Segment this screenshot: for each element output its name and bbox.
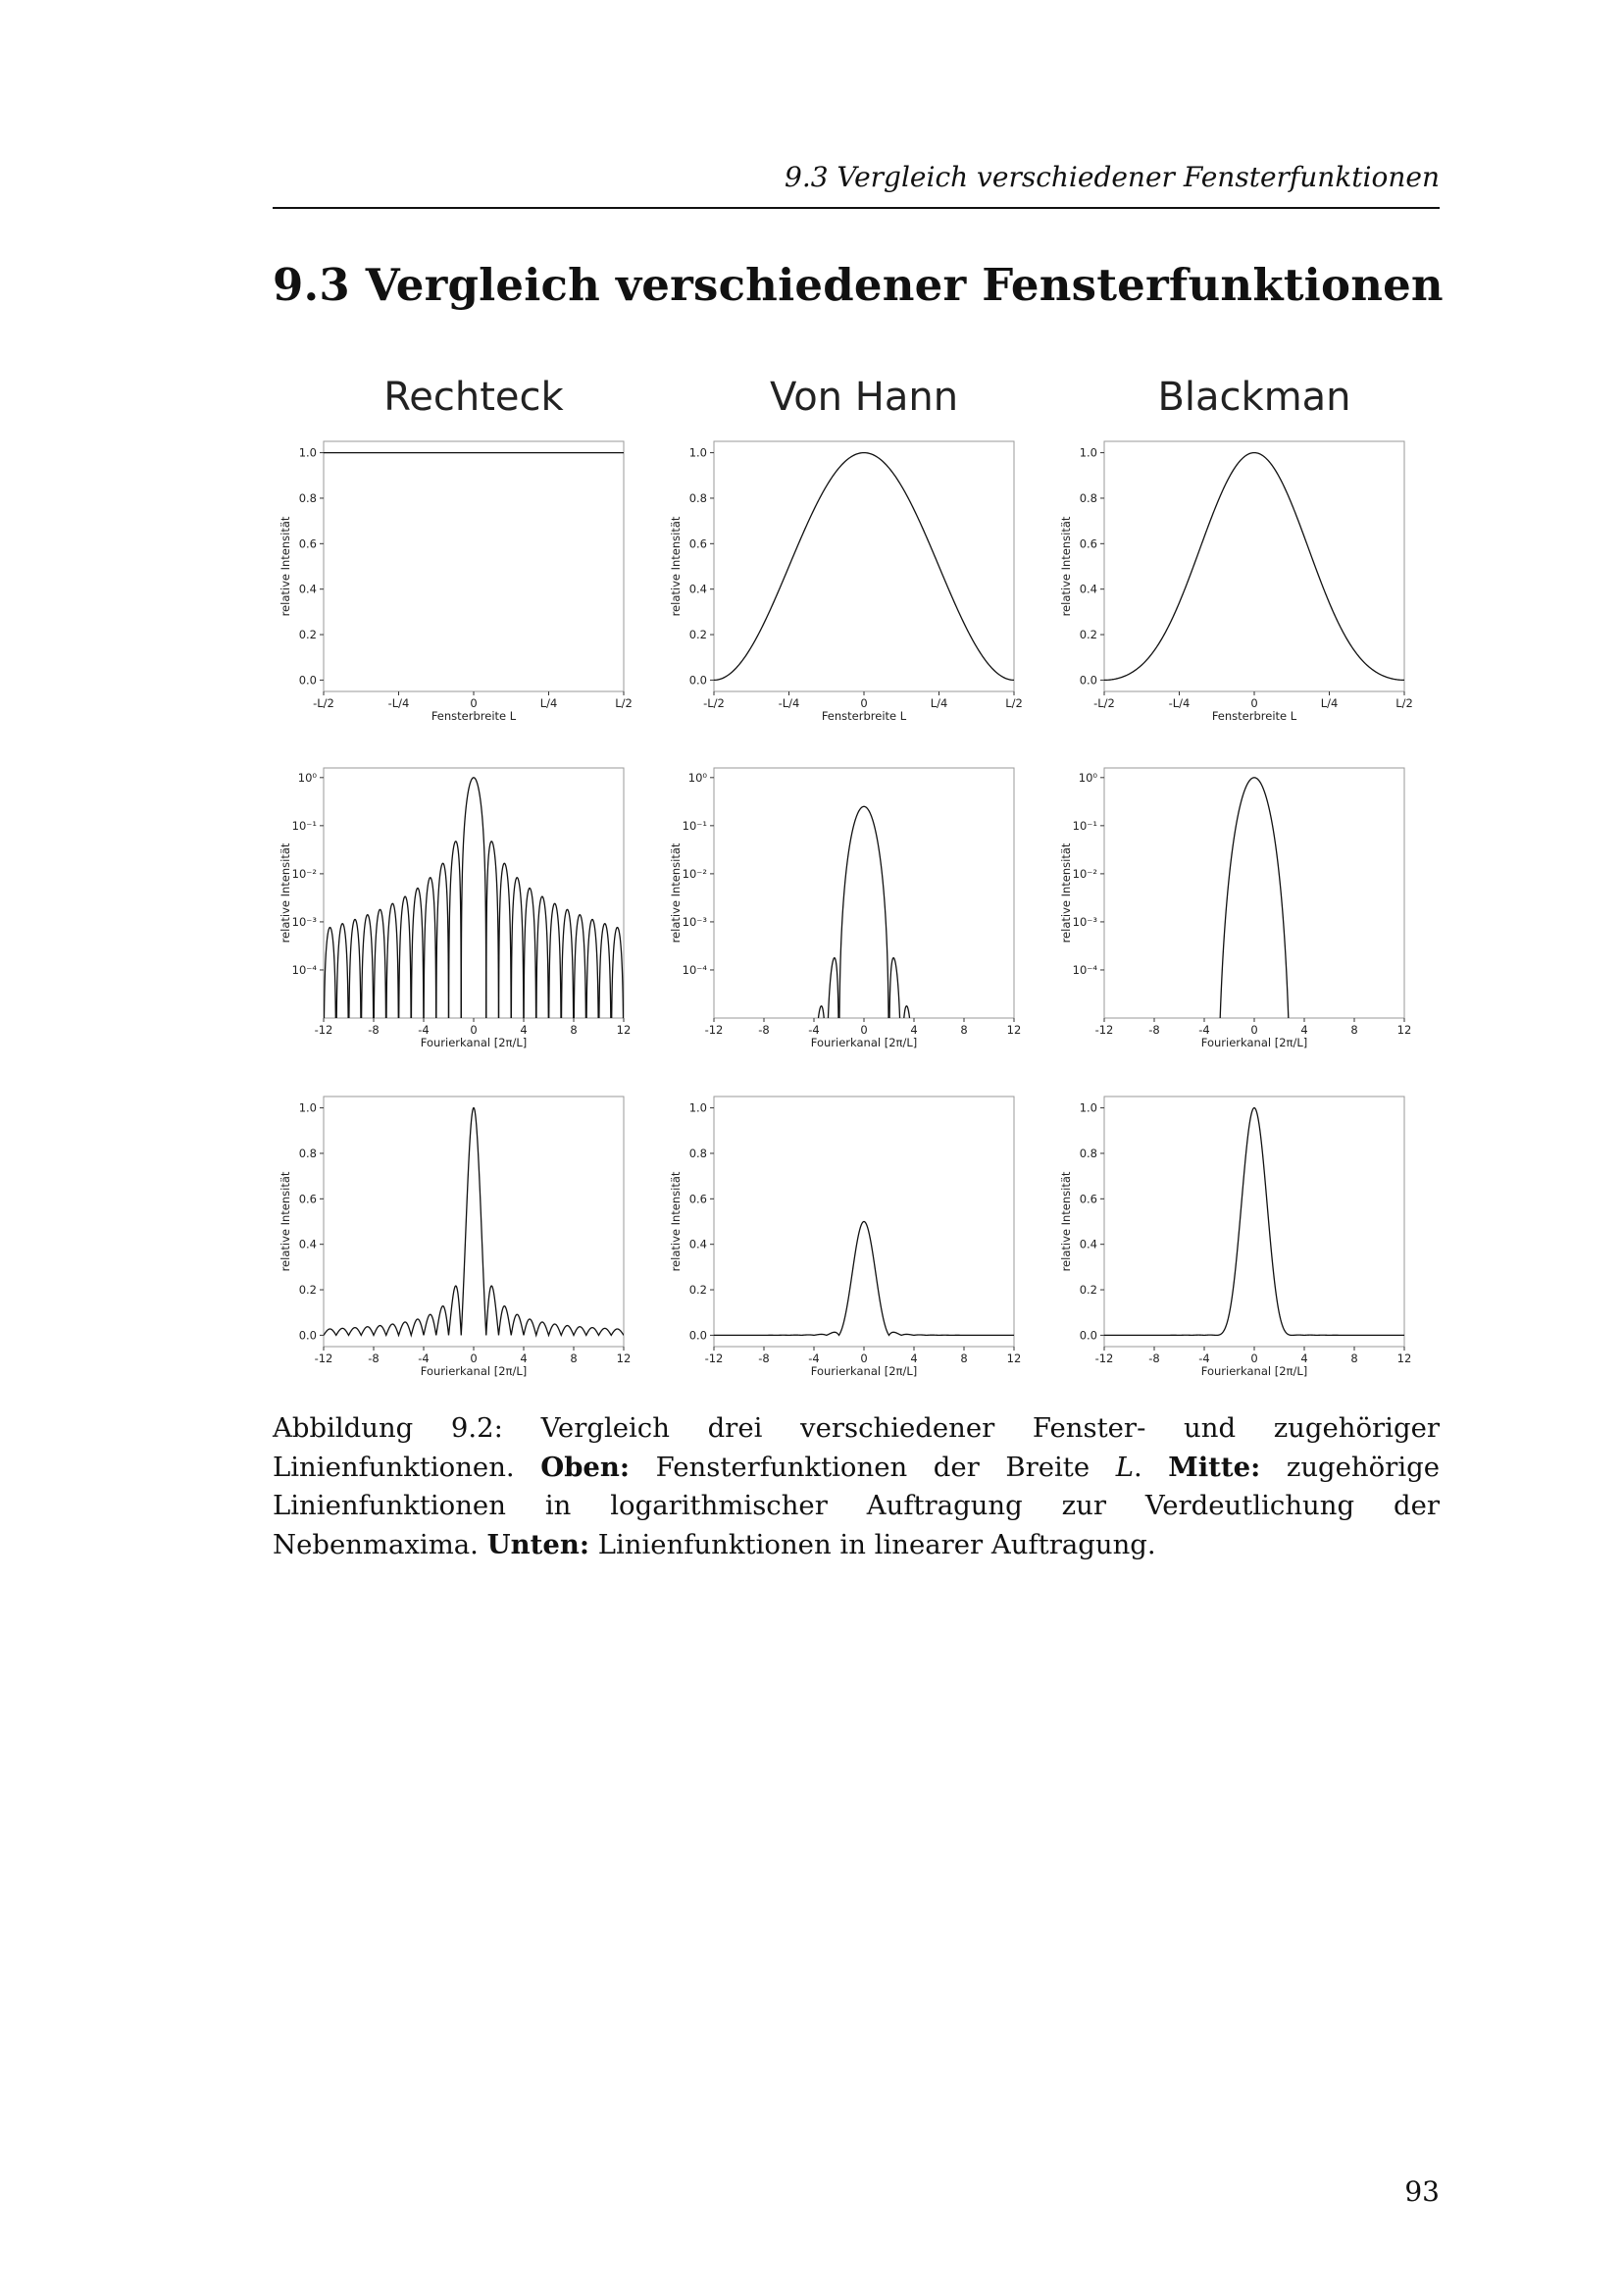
x-tick-label: L/2 — [1005, 696, 1023, 710]
x-tick-label: 4 — [520, 1352, 528, 1365]
data-series-line — [1104, 453, 1404, 681]
x-tick-label: -4 — [808, 1023, 820, 1037]
x-tick-label: L/2 — [615, 696, 633, 710]
x-tick-label: 4 — [910, 1352, 918, 1365]
y-tick-label: 1.0 — [1079, 1100, 1097, 1115]
x-tick-label: 8 — [570, 1352, 578, 1365]
y-tick-label: 10⁻⁴ — [1072, 962, 1097, 977]
y-tick-label: 0.6 — [298, 1192, 317, 1206]
data-series-line — [1104, 1108, 1404, 1336]
data-series-line — [324, 1108, 624, 1336]
plot-frame — [324, 1097, 624, 1347]
y-tick-label: 0.0 — [688, 673, 707, 688]
y-axis-label: relative Intensität — [279, 1171, 292, 1272]
y-tick-label: 0.8 — [1079, 1146, 1097, 1160]
y-axis-label: relative Intensität — [1059, 516, 1073, 617]
y-tick-label: 10⁻³ — [682, 914, 707, 929]
y-tick-label: 0.4 — [298, 1237, 317, 1251]
y-tick-label: 1.0 — [1079, 445, 1097, 460]
caption-unten-text: Linienfunktionen in linearer Auftragung. — [589, 1528, 1156, 1560]
chart-panel-bottom-rechteck — [279, 1097, 631, 1378]
chart-panel-top-von-hann — [669, 375, 1023, 723]
x-tick-label: 0 — [470, 1352, 478, 1365]
y-tick-label: 0.4 — [688, 1237, 707, 1251]
y-tick-label: 0.8 — [298, 490, 317, 505]
x-tick-label: -12 — [1094, 1352, 1114, 1365]
y-tick-label: 10⁻² — [1072, 866, 1097, 881]
y-axis-label: relative Intensität — [669, 516, 683, 617]
caption-intro: Vergleich drei verschiedener Fenster- und zugehöriger Linienfunktionen. — [273, 1412, 1441, 1483]
x-axis-label: Fourierkanal [2π/L] — [1200, 1036, 1308, 1049]
y-tick-label: 0.0 — [1079, 673, 1097, 688]
y-tick-label: 0.6 — [688, 1192, 707, 1206]
y-axis-label: relative Intensität — [1059, 842, 1073, 944]
x-tick-label: 8 — [960, 1352, 968, 1365]
caption-oben-label: Oben: — [540, 1451, 631, 1483]
x-tick-label: -L/4 — [387, 696, 410, 710]
x-tick-label: -12 — [1094, 1023, 1114, 1037]
y-tick-label: 0.4 — [688, 582, 707, 596]
x-tick-label: 0 — [860, 1023, 868, 1037]
x-tick-label: -8 — [758, 1352, 770, 1365]
plot-frame — [1104, 768, 1404, 1018]
x-tick-label: 8 — [1350, 1023, 1358, 1037]
plot-frame — [714, 768, 1014, 1018]
x-tick-label: -12 — [314, 1023, 333, 1037]
data-series-line — [1104, 778, 1404, 1210]
x-tick-label: -8 — [368, 1352, 380, 1365]
x-tick-label: L/2 — [1395, 696, 1413, 710]
x-axis-label: Fensterbreite L — [1211, 709, 1297, 723]
x-tick-label: 0 — [1250, 1023, 1258, 1037]
x-tick-label: 12 — [616, 1023, 632, 1037]
x-tick-label: -8 — [1148, 1352, 1160, 1365]
y-tick-label: 0.8 — [298, 1146, 317, 1160]
chart-panel-middle-rechteck — [279, 768, 631, 1210]
x-tick-label: L/4 — [539, 696, 558, 710]
header-rule — [273, 207, 1440, 209]
y-tick-label: 10⁻² — [291, 866, 317, 881]
chart-title: Von Hann — [769, 375, 959, 420]
chart-panel-middle-von-hann — [669, 768, 1021, 1210]
y-tick-label: 0.2 — [298, 628, 317, 642]
y-tick-label: 10⁻³ — [1072, 914, 1097, 929]
data-series-line — [714, 453, 1014, 681]
plot-frame — [1104, 441, 1404, 691]
x-tick-label: L/4 — [1320, 696, 1339, 710]
y-tick-label: 0.0 — [298, 673, 317, 688]
y-axis-label: relative Intensität — [669, 1171, 683, 1272]
plot-frame — [324, 441, 624, 691]
x-tick-label: 0 — [860, 696, 868, 710]
x-tick-label: 8 — [570, 1023, 578, 1037]
x-tick-label: -L/2 — [703, 696, 725, 710]
x-axis-label: Fensterbreite L — [821, 709, 907, 723]
x-tick-label: -8 — [368, 1023, 380, 1037]
x-tick-label: -12 — [704, 1352, 724, 1365]
x-tick-label: L/4 — [930, 696, 948, 710]
y-tick-label: 0.2 — [688, 628, 707, 642]
y-axis-label: relative Intensität — [279, 516, 292, 617]
y-tick-label: 0.8 — [688, 1146, 707, 1160]
chart-panel-top-blackman — [1059, 375, 1413, 723]
y-tick-label: 0.6 — [688, 536, 707, 551]
section-title: 9.3 Vergleich verschiedener Fensterfunktionen — [273, 259, 1444, 311]
y-tick-label: 0.6 — [1079, 1192, 1097, 1206]
y-tick-label: 10⁻¹ — [1072, 818, 1097, 833]
x-axis-label: Fensterbreite L — [431, 709, 517, 723]
y-tick-label: 0.2 — [298, 1283, 317, 1298]
x-tick-label: 8 — [1350, 1352, 1358, 1365]
x-tick-label: -L/4 — [1168, 696, 1191, 710]
x-tick-label: -L/2 — [1093, 696, 1115, 710]
y-tick-label: 10⁰ — [687, 770, 707, 785]
x-tick-label: 4 — [520, 1023, 528, 1037]
x-tick-label: -8 — [1148, 1023, 1160, 1037]
plot-frame — [324, 768, 624, 1018]
y-tick-label: 10⁰ — [297, 770, 317, 785]
data-series-line — [714, 806, 1014, 1210]
figure-caption — [273, 1409, 1440, 1564]
x-tick-label: -4 — [808, 1352, 820, 1365]
chart-panel-bottom-von-hann — [669, 1097, 1021, 1378]
y-tick-label: 1.0 — [298, 1100, 317, 1115]
y-tick-label: 0.4 — [298, 582, 317, 596]
page-number: 93 — [1404, 2175, 1440, 2208]
window-comparison-figure — [265, 368, 1432, 1388]
y-tick-label: 10⁻⁴ — [291, 962, 317, 977]
y-tick-label: 0.0 — [688, 1328, 707, 1343]
x-tick-label: -12 — [704, 1023, 724, 1037]
y-tick-label: 0.8 — [688, 490, 707, 505]
y-tick-label: 0.0 — [298, 1328, 317, 1343]
x-tick-label: -12 — [314, 1352, 333, 1365]
chart-panel-top-rechteck — [279, 375, 633, 723]
y-tick-label: 10⁻⁴ — [682, 962, 707, 977]
plot-frame — [714, 441, 1014, 691]
x-axis-label: Fourierkanal [2π/L] — [810, 1036, 918, 1049]
x-tick-label: -4 — [418, 1352, 430, 1365]
y-tick-label: 10⁻³ — [291, 914, 317, 929]
chart-title: Blackman — [1157, 375, 1351, 420]
caption-oben-text: Fensterfunktionen der Breite — [630, 1451, 1116, 1483]
y-tick-label: 0.8 — [1079, 490, 1097, 505]
x-axis-label: Fourierkanal [2π/L] — [810, 1364, 918, 1378]
caption-oben-end: . — [1133, 1451, 1169, 1483]
y-tick-label: 1.0 — [688, 445, 707, 460]
x-tick-label: -8 — [758, 1023, 770, 1037]
plot-frame — [1104, 1097, 1404, 1347]
y-tick-label: 1.0 — [688, 1100, 707, 1115]
chart-title: Rechteck — [383, 375, 564, 420]
data-series-line — [714, 1222, 1014, 1336]
y-tick-label: 0.4 — [1079, 1237, 1097, 1251]
x-tick-label: -L/4 — [778, 696, 800, 710]
x-tick-label: 0 — [470, 1023, 478, 1037]
y-axis-label: relative Intensität — [1059, 1171, 1073, 1272]
y-tick-label: 0.2 — [1079, 1283, 1097, 1298]
x-tick-label: -4 — [1198, 1023, 1210, 1037]
y-tick-label: 0.6 — [298, 536, 317, 551]
x-tick-label: 12 — [1006, 1023, 1022, 1037]
x-tick-label: 0 — [1250, 1352, 1258, 1365]
x-tick-label: 12 — [1006, 1352, 1022, 1365]
x-tick-label: -L/2 — [313, 696, 334, 710]
chart-panel-middle-blackman — [1059, 768, 1411, 1210]
y-tick-label: 0.0 — [1079, 1328, 1097, 1343]
y-tick-label: 10⁻² — [682, 866, 707, 881]
running-head: 9.3 Vergleich verschiedener Fensterfunktionen — [785, 161, 1440, 193]
y-axis-label: relative Intensität — [669, 842, 683, 944]
y-tick-label: 0.2 — [1079, 628, 1097, 642]
y-tick-label: 10⁰ — [1078, 770, 1097, 785]
caption-mitte-text: zugehörige Linienfunktionen in logarithmischer Auftragung zur Verdeutlichung der Nebenmaxima. — [273, 1451, 1440, 1560]
x-tick-label: 4 — [1300, 1023, 1308, 1037]
x-axis-label: Fourierkanal [2π/L] — [420, 1364, 528, 1378]
x-tick-label: 12 — [616, 1352, 632, 1365]
caption-symbol-l: L — [1115, 1451, 1134, 1483]
x-tick-label: 0 — [1250, 696, 1258, 710]
y-tick-label: 10⁻¹ — [682, 818, 707, 833]
x-tick-label: 0 — [470, 696, 478, 710]
x-tick-label: -4 — [418, 1023, 430, 1037]
y-tick-label: 0.6 — [1079, 536, 1097, 551]
x-axis-label: Fourierkanal [2π/L] — [420, 1036, 528, 1049]
y-tick-label: 1.0 — [298, 445, 317, 460]
caption-label: Abbildung 9.2: — [273, 1412, 503, 1444]
x-tick-label: -4 — [1198, 1352, 1210, 1365]
y-axis-label: relative Intensität — [279, 842, 292, 944]
x-tick-label: 4 — [910, 1023, 918, 1037]
y-tick-label: 0.2 — [688, 1283, 707, 1298]
caption-unten-label: Unten: — [486, 1528, 589, 1560]
caption-mitte-label: Mitte: — [1168, 1451, 1261, 1483]
data-series-line — [324, 778, 624, 1210]
x-axis-label: Fourierkanal [2π/L] — [1200, 1364, 1308, 1378]
figure-9-2 — [265, 368, 1432, 1392]
chart-panel-bottom-blackman — [1059, 1097, 1411, 1378]
x-tick-label: 12 — [1396, 1352, 1412, 1365]
y-tick-label: 0.4 — [1079, 582, 1097, 596]
y-tick-label: 10⁻¹ — [291, 818, 317, 833]
x-tick-label: 8 — [960, 1023, 968, 1037]
x-tick-label: 0 — [860, 1352, 868, 1365]
x-tick-label: 4 — [1300, 1352, 1308, 1365]
x-tick-label: 12 — [1396, 1023, 1412, 1037]
